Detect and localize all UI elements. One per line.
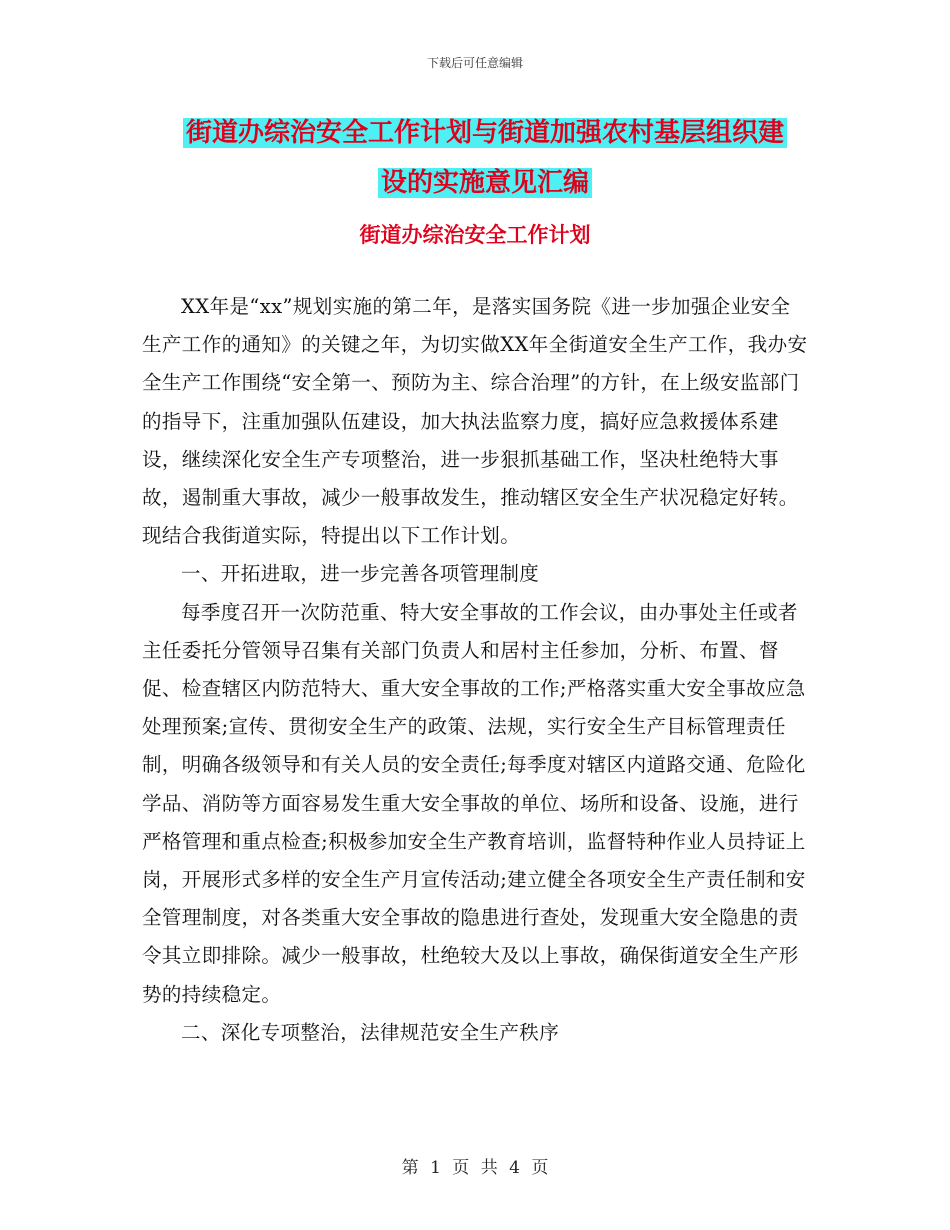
document-title-line-2: 设的实施意见汇编 — [378, 168, 592, 198]
section-title: 街道办综治安全工作计划 — [359, 223, 591, 247]
body-text — [142, 288, 808, 1052]
document-title — [140, 108, 830, 208]
paragraph-heading-1: 一、开拓进取，进一步完善各项管理制度 — [181, 562, 540, 586]
document-title-line-1: 街道办综治安全工作计划与街道加强农村基层组织建 — [183, 118, 787, 148]
header-note: 下载后可任意编辑 — [426, 56, 523, 70]
paragraph-intro: XX年是“xx”规划实施的第二年，是落实国务院《进一步加强企业安全生产工作的通知》的关键之年，为切实做XX年全街道安全生产工作，我办安全生产工作围绕“安全第一、预防为主、综合治理”的方针，在上级安监部门的指导下，注重加强队伍建设，加大执法监察力度，搞好应急救援体系建设，继续深化安全生产专项整治，进一步狠抓基础工作，坚决杜绝特大事故，遏制重大事故，减少一般事故发生，推动辖区安全生产状况稳定好转。现结合我街道实际，特提出以下工作计划。 — [142, 295, 808, 548]
page-footer: 第 1 页 共 4 页 — [401, 1158, 549, 1178]
paragraph-heading-2: 二、深化专项整治，法律规范安全生产秩序 — [181, 1020, 560, 1044]
paragraph-section-1: 每季度召开一次防范重、特大安全事故的工作会议，由办事处主任或者主任委托分管领导召集有关部门负责人和居村主任参加，分析、布置、督促、检查辖区内防范特大、重大安全事故的工作;严格落实重大安全事故应急处理预案;宣传、贯彻安全生产的政策、法规，实行安全生产目标管理责任制，明确各级领导和有关人员的安全责任;每季度对辖区内道路交通、危险化学品、消防等方面容易发生重大安全事故的单位、场所和设备、设施，进行严格管理和重点检查;积极参加安全生产教育培训，监督特种作业人员持证上岗，开展形式多样的安全生产月宣传活动;建立健全各项安全生产责任制和安全管理制度，对各类重大安全事故的隐患进行查处，发现重大安全隐患的责令其立即排除。减少一般事故，杜绝较大及以上事故，确保街道安全生产形势的持续稳定。 — [142, 600, 806, 1006]
